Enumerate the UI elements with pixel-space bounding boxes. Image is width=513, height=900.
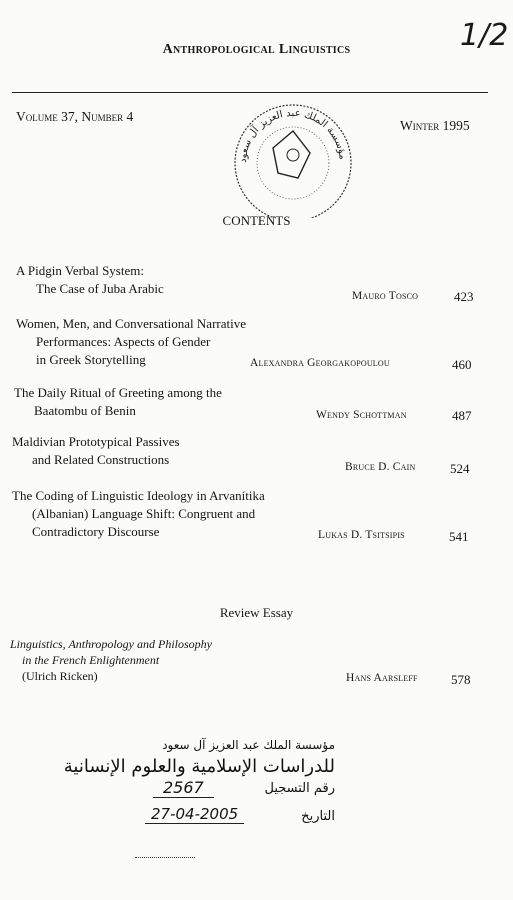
review-section-heading: Review Essay [219, 605, 294, 620]
article-author: Lukas D. Tsitsipis [318, 529, 405, 541]
registration-number: 2567 [153, 778, 214, 798]
stamp-registration-row [95, 777, 335, 803]
title-line: A Pidgin Verbal System: [16, 263, 144, 278]
title-line: The Daily Ritual of Greeting among the [14, 385, 222, 400]
article-author: Mauro Tosco [352, 290, 419, 302]
stamp-line: للدراسات الإسلامية والعلوم الإنسانية [63, 756, 335, 777]
article-author: Bruce D. Cain [345, 461, 416, 473]
article-page: 423 [454, 289, 474, 304]
article-title [16, 315, 246, 369]
article-page: 524 [450, 461, 470, 476]
stamp-line: مؤسسة الملك عبد العزيز آل سعود [162, 738, 335, 752]
review-title [10, 636, 212, 684]
journal-title: Anthropological Linguistics [162, 42, 351, 57]
title-line: The Coding of Linguistic Ideology in Arvanítika [12, 488, 265, 503]
registration-date: 27-04-2005 [145, 805, 244, 824]
stamp-label: التاريخ [301, 809, 335, 824]
registration-stamp [63, 738, 335, 858]
title-line: Performances: Aspects of Gender [36, 334, 211, 349]
review-author: Hans Aarsleff [346, 672, 418, 684]
article-title [12, 433, 180, 469]
stamp-label: رقم التسجيل [264, 781, 335, 796]
seal-graphic [228, 93, 358, 218]
review-subtitle: (Ulrich Ricken) [22, 669, 98, 683]
article-page: 487 [452, 408, 472, 423]
title-line: Women, Men, and Conversational Narrative [16, 316, 246, 331]
title-line: in Greek Storytelling [36, 352, 146, 367]
handwritten-fraction: 1/2 [460, 18, 509, 53]
article-title [14, 384, 222, 420]
volume-number: Volume 37, Number 4 [16, 109, 134, 124]
title-line: Maldivian Prototypical Passives [12, 434, 180, 449]
seal-text: مؤسسة الملك عبد العزيز آل سعود [237, 107, 348, 164]
stamp-date-row [95, 803, 335, 829]
article-title [16, 262, 164, 298]
review-title-line: Linguistics, Anthropology and Philosophy [10, 637, 213, 651]
article-author: Wendy Schottman [316, 409, 407, 421]
title-line: and Related Constructions [32, 452, 170, 467]
title-line: Contradictory Discourse [32, 524, 160, 539]
article-page: 541 [449, 529, 469, 544]
issue-season: Winter 1995 [400, 118, 470, 133]
title-line: The Case of Juba Arabic [36, 281, 164, 296]
stamp-underline [135, 857, 195, 858]
title-line: (Albanian) Language Shift: Congruent and [32, 506, 256, 521]
article-title [12, 487, 265, 541]
contents-heading: CONTENTS [222, 213, 291, 228]
review-title-line: in the French Enlightenment [22, 653, 160, 667]
article-page: 460 [452, 357, 472, 372]
review-page: 578 [451, 672, 471, 687]
article-author: Alexandra Georgakopoulou [250, 357, 390, 369]
library-seal [228, 93, 358, 223]
title-line: Baatombu of Benin [34, 403, 136, 418]
